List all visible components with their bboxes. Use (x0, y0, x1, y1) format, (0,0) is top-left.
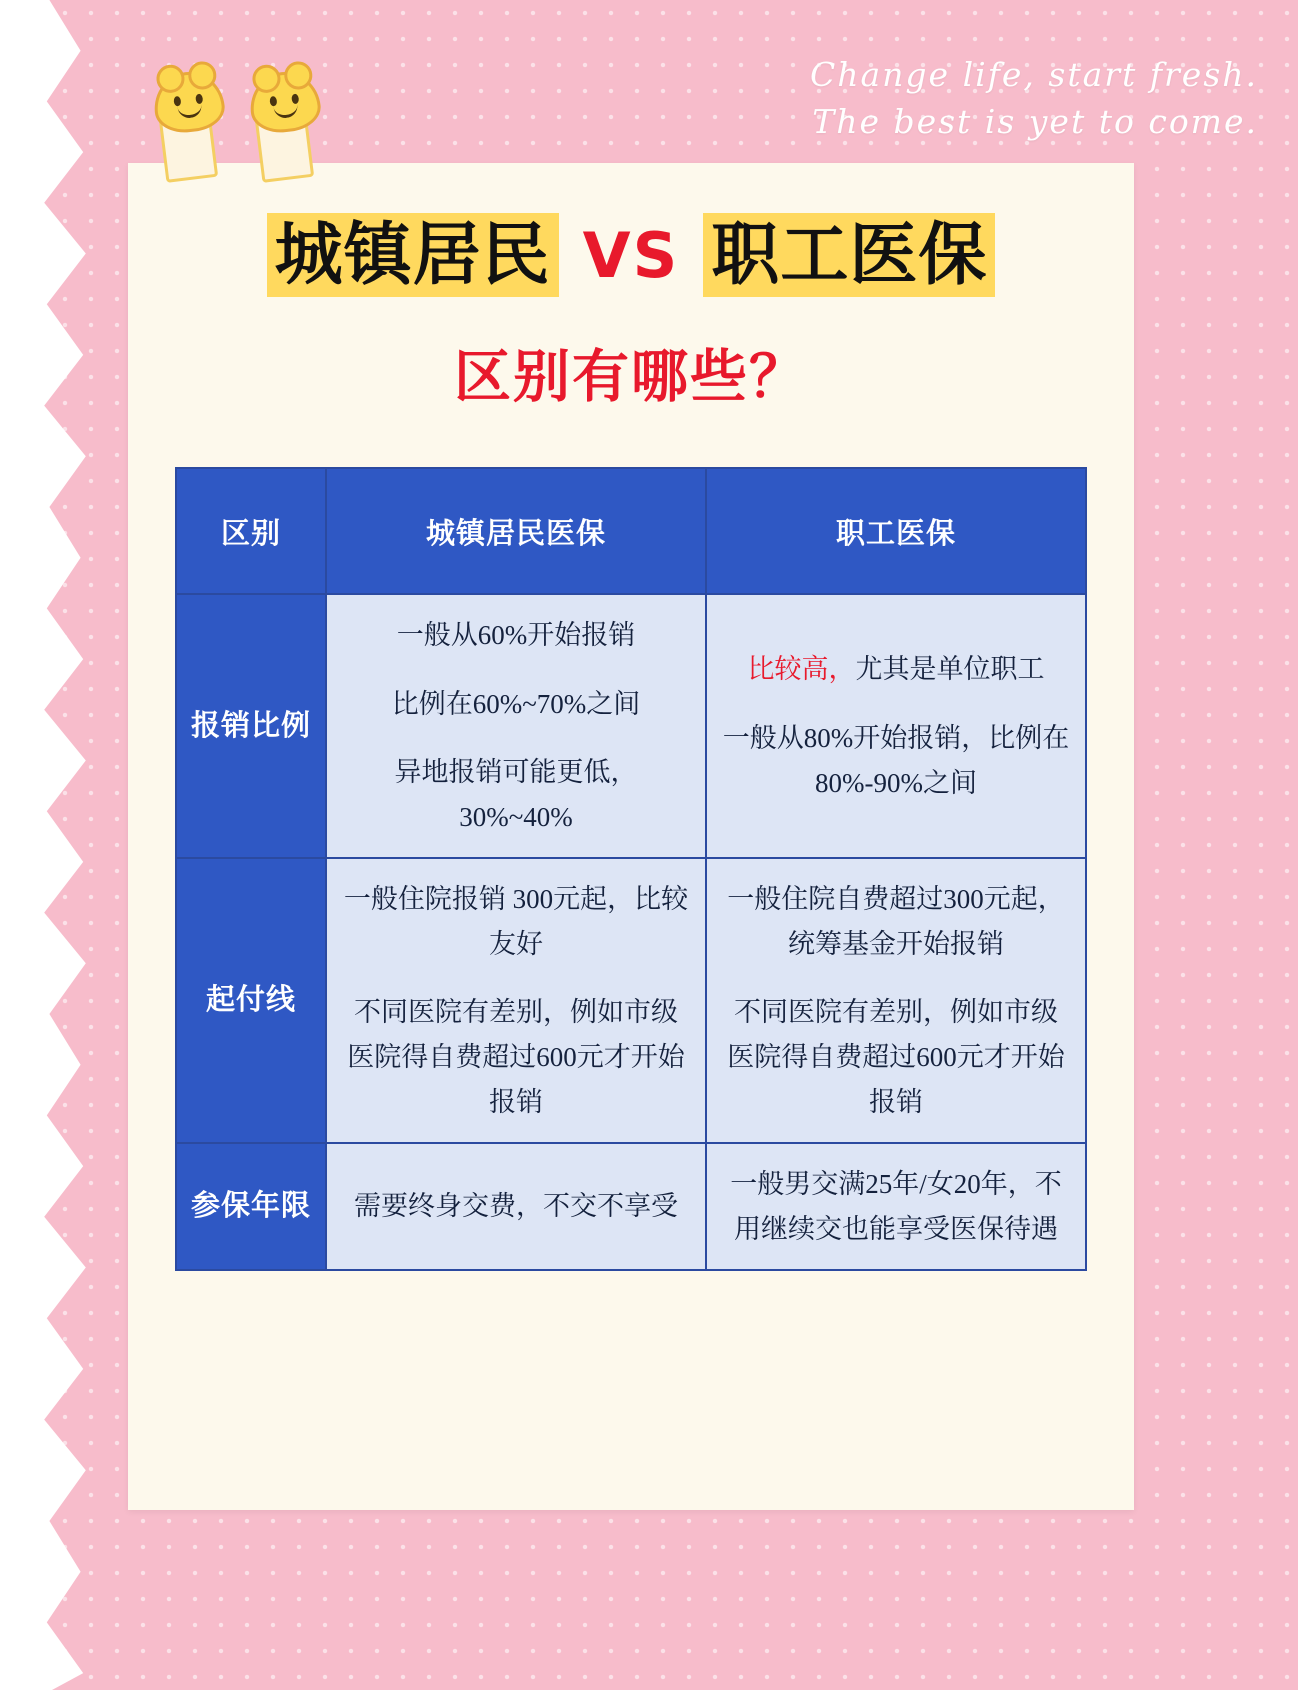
cell-line-text: 尤其是单位职工 (855, 654, 1045, 685)
highlight-text: 比较高， (747, 654, 856, 685)
column-header-difference: 区别 (176, 468, 326, 594)
page-subtitle: 区别有哪些？ (454, 345, 808, 410)
column-header-resident: 城镇居民医保 (326, 468, 706, 594)
cell-line: 一般住院自费超过300元起，统筹基金开始报销 (727, 884, 1065, 959)
cell-line: 一般男交满25年/女20年，不用继续交也能享受医保待遇 (730, 1169, 1062, 1244)
smiley-clip-icon (148, 68, 226, 178)
column-header-employee: 职工医保 (706, 468, 1086, 594)
content-card (128, 163, 1134, 1510)
cell-line: 需要终身交费，不交不享受 (354, 1191, 678, 1222)
table-row (176, 858, 1086, 1143)
title-left-highlight: 城镇居民 (267, 213, 559, 297)
cell-line: 一般从80%开始报销，比例在80%-90%之间 (722, 722, 1070, 798)
row-label-reimbursement-ratio: 报销比例 (176, 594, 326, 858)
cell-resident-deductible (326, 858, 706, 1143)
cell-line: 比例在60%~70%之间 (391, 688, 641, 719)
cell-line: 异地报销可能更低，30%~40% (394, 757, 638, 832)
smiley-clip-icon-2 (244, 68, 322, 178)
table-header-row (176, 468, 1086, 594)
comparison-table (175, 467, 1087, 1271)
handwriting-line-2: The best is yet to come. (812, 101, 1258, 141)
handwriting-line-1: Change life, start fresh. (810, 55, 1258, 94)
cell-line: 不同医院有差别，例如市级医院得自费超过600元才开始报销 (347, 997, 685, 1117)
row-label-contribution-years: 参保年限 (176, 1143, 326, 1270)
cell-resident-contribution-years (326, 1143, 706, 1270)
cell-line (721, 647, 1071, 692)
cell-line: 不同医院有差别，例如市级医院得自费超过600元才开始报销 (727, 997, 1065, 1117)
row-label-deductible: 起付线 (176, 858, 326, 1143)
cell-resident-reimbursement-ratio (326, 594, 706, 858)
cell-line: 一般从60%开始报销 (396, 620, 636, 651)
page-title (128, 213, 1134, 297)
table-row (176, 1143, 1086, 1270)
smiley-clips (148, 68, 322, 178)
cell-employee-deductible (706, 858, 1086, 1143)
title-right-highlight: 职工医保 (703, 213, 995, 297)
table-row (176, 594, 1086, 858)
cell-line: 一般住院报销 300元起，比较友好 (343, 884, 689, 959)
title-vs: VS (582, 218, 680, 292)
cell-employee-reimbursement-ratio (706, 594, 1086, 858)
cell-employee-contribution-years (706, 1143, 1086, 1270)
handwriting-caption (810, 52, 1258, 146)
